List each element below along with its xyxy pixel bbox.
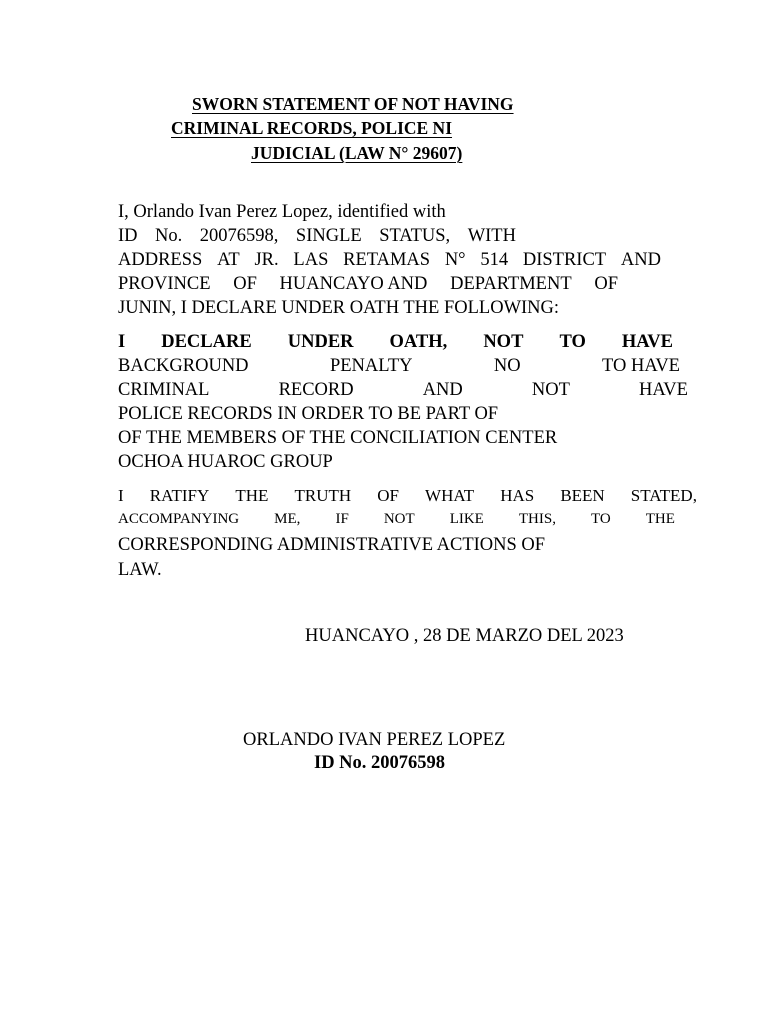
- word: ME,: [274, 511, 301, 527]
- word: LIKE: [449, 511, 484, 527]
- word: STATED,: [630, 486, 697, 505]
- word: No.: [155, 226, 183, 246]
- title-line-2: CRIMINAL RECORDS, POLICE NI: [171, 118, 453, 138]
- word: HUANCAYO AND: [279, 274, 428, 294]
- ratify-line-2: [118, 512, 675, 527]
- word: RECORD: [278, 380, 354, 400]
- intro-line-3: [118, 251, 661, 270]
- intro-line-4: [118, 275, 618, 294]
- word: JR.: [254, 250, 279, 270]
- word: NOT: [483, 332, 524, 352]
- ratify-line-4: LAW.: [118, 560, 162, 580]
- word: RATIFY: [149, 486, 210, 505]
- word: NO: [493, 356, 521, 376]
- signatory-name: ORLANDO IVAN PEREZ LOPEZ: [243, 730, 506, 750]
- word: OF: [594, 274, 618, 294]
- word: BEEN: [560, 486, 605, 505]
- word: HAVE: [638, 380, 688, 400]
- word: THE: [645, 511, 675, 527]
- word: DISTRICT: [522, 250, 607, 270]
- word: HAVE: [621, 332, 673, 352]
- word: STATUS,: [379, 226, 451, 246]
- word: DECLARE: [161, 332, 252, 352]
- word: NOT: [531, 380, 570, 400]
- title-line-3: JUDICIAL (LAW N° 29607): [251, 143, 463, 163]
- word: I: [118, 486, 124, 505]
- word: OF: [377, 486, 399, 505]
- word: WHAT: [425, 486, 475, 505]
- word: 20076598,: [199, 226, 279, 246]
- word: LAS: [293, 250, 329, 270]
- word: DEPARTMENT: [450, 274, 572, 294]
- signatory-id: ID No. 20076598: [314, 753, 446, 773]
- ratify-line-1: [118, 487, 697, 504]
- word: THIS,: [518, 511, 556, 527]
- word: TO: [559, 332, 586, 352]
- word: ID: [118, 226, 138, 246]
- word: PROVINCE: [118, 274, 211, 294]
- intro-line-5: JUNIN, I DECLARE UNDER OATH THE FOLLOWING:: [118, 298, 560, 318]
- word: I: [118, 332, 126, 352]
- word: HAS: [500, 486, 535, 505]
- word: UNDER: [287, 332, 354, 352]
- word: AND: [620, 250, 661, 270]
- word: NOT: [383, 511, 415, 527]
- word: N°: [444, 250, 466, 270]
- word: AT: [217, 250, 240, 270]
- declaration-line-6: OCHOA HUAROC GROUP: [118, 452, 333, 472]
- intro-line-2: [118, 227, 516, 246]
- word: TO HAVE: [602, 356, 680, 376]
- word: WITH: [467, 226, 516, 246]
- word: OATH,: [389, 332, 448, 352]
- word: BACKGROUND: [118, 356, 249, 376]
- word: PENALTY: [329, 356, 413, 376]
- word: TRUTH: [294, 486, 352, 505]
- word: AND: [422, 380, 463, 400]
- word: IF: [335, 511, 349, 527]
- place-date: HUANCAYO , 28 DE MARZO DEL 2023: [305, 626, 624, 646]
- word: 514: [480, 250, 509, 270]
- intro-line-1: I, Orlando Ivan Perez Lopez, identified with: [118, 202, 446, 222]
- declaration-line-2: [118, 357, 680, 376]
- declaration-line-4: POLICE RECORDS IN ORDER TO BE PART OF: [118, 404, 499, 424]
- declaration-line-5: OF THE MEMBERS OF THE CONCILIATION CENTER: [118, 428, 558, 448]
- word: RETAMAS: [343, 250, 431, 270]
- word: OF: [233, 274, 257, 294]
- word: SINGLE: [295, 226, 362, 246]
- declaration-line-3: [118, 381, 688, 400]
- ratify-line-3: CORRESPONDING ADMINISTRATIVE ACTIONS OF: [118, 535, 546, 555]
- word: ACCOMPANYING: [118, 511, 240, 527]
- word: TO: [591, 511, 611, 527]
- declaration-line-1: [118, 333, 673, 352]
- title-line-1: SWORN STATEMENT OF NOT HAVING: [192, 94, 514, 114]
- word: THE: [235, 486, 269, 505]
- word: CRIMINAL: [118, 380, 210, 400]
- word: ADDRESS: [118, 250, 203, 270]
